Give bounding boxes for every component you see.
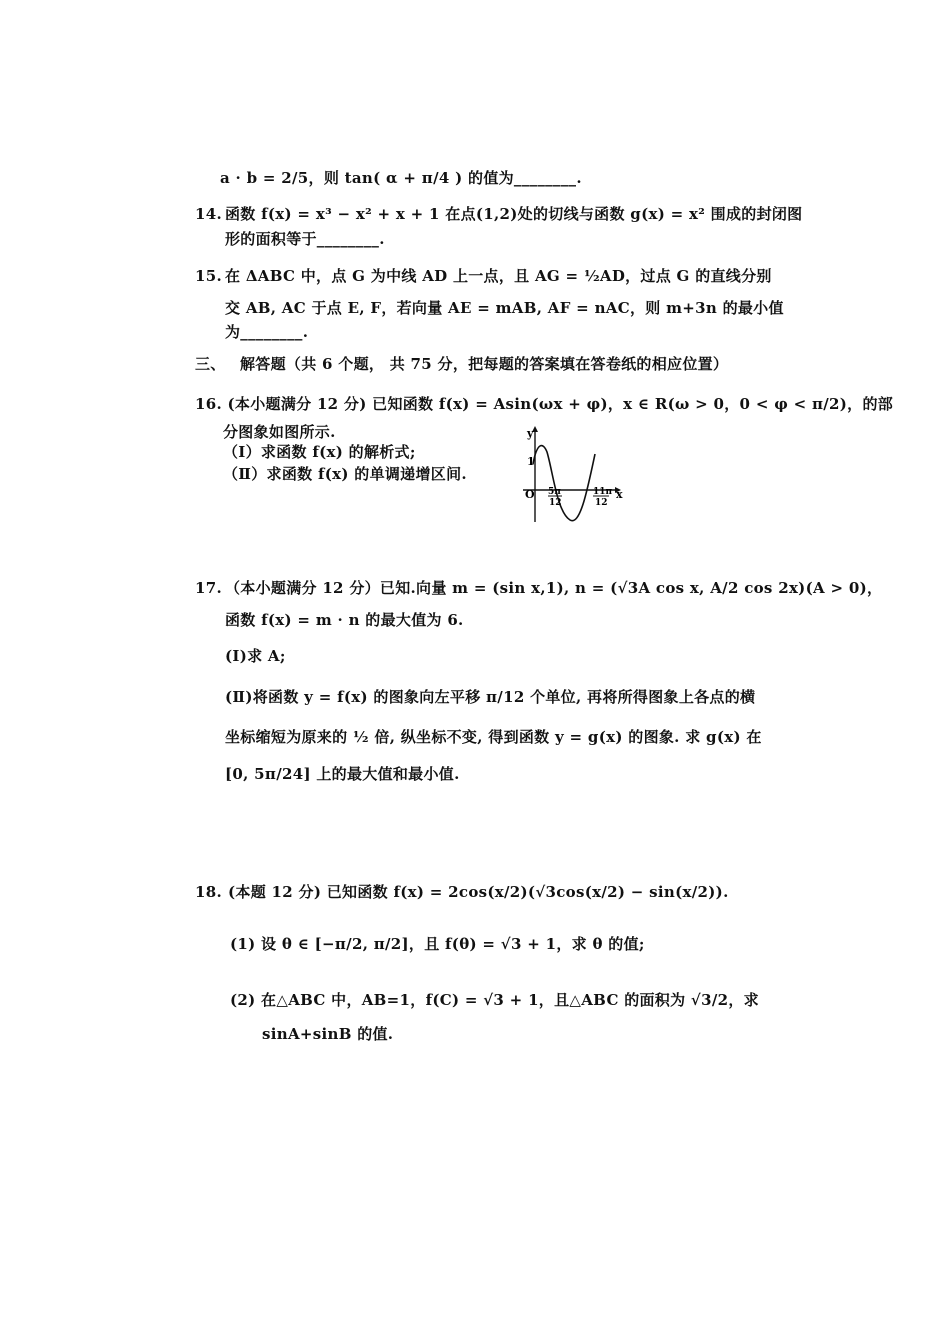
section-3-number: 三、 (195, 355, 226, 373)
q17-part-2-line-1: (Ⅱ)将函数 y = f(x) 的图象向左平移 π/12 个单位, 再将所得图象上各点的横 (225, 688, 756, 706)
q17-part-1: (Ⅰ)求 A; (225, 647, 286, 665)
q16-text-line-1: 16. (本小题满分 12 分) 已知函数 f(x) = Asin(ωx + φ)，x ∈ R(ω > 0，0 < φ < π/2)，的部 (195, 395, 894, 413)
graph-x-label: x (616, 488, 623, 501)
section-3-title: 解答题（共 6 个题， 共 75 分，把每题的答案填在答卷纸的相应位置） (240, 355, 729, 373)
graph-sine-curve (533, 446, 595, 521)
q18-part-2-tail: sinA+sinB 的值. (262, 1025, 394, 1043)
q16-part-1: （Ⅰ）求函数 f(x) 的解析式; (223, 443, 416, 461)
graph-tick2-num: 11π (593, 487, 613, 497)
q14-text-line-2: 形的面积等于________. (225, 230, 385, 248)
q16-part-2: （Ⅱ）求函数 f(x) 的单调递增区间. (223, 465, 467, 483)
q15-text-line-2: 交 AB, AC 于点 E, F，若向量 AE = mAB, AF = nAC，则 m+3n 的最小值 (225, 299, 784, 317)
q17-number: 17. (195, 579, 222, 597)
q16-text-line-2: 分图象如图所示. (223, 423, 336, 441)
q18-part-2: (2) 在△ABC 中，AB=1，f(C) = √3 + 1，且△ABC 的面积为 √3/2，求 (230, 991, 759, 1009)
q18-text-line-1: (本题 12 分) 已知函数 f(x) = 2cos(x/2)(√3cos(x/2) − sin(x/2)). (228, 883, 729, 901)
q15-text-line-1: 在 ΔABC 中，点 G 为中线 AD 上一点，且 AG = ½AD，过点 G 的直线分别 (225, 267, 772, 285)
graph-tick2-den: 12 (595, 498, 608, 508)
graph-tick1-num: 5π (548, 487, 561, 497)
q15-number: 15. (195, 267, 222, 285)
q16-sine-graph (515, 422, 635, 532)
q17-part-2-line-2: 坐标缩短为原来的 ½ 倍, 纵坐标不变, 得到函数 y = g(x) 的图象. 求 g(x) 在 (225, 728, 762, 746)
q14-text-line-1: 函数 f(x) = x³ − x² + x + 1 在点(1,2)处的切线与函数 g(x) = x² 围成的封闭图 (225, 205, 803, 223)
q14-number: 14. (195, 205, 222, 223)
graph-origin-label: O (525, 488, 535, 501)
q17-text-line-1: （本小题满分 12 分）已知.向量 m = (sin x,1), n = (√3A cos x, A/2 cos 2x)(A > 0)， (225, 579, 883, 597)
graph-y-label: y (527, 427, 534, 440)
q17-text-line-2: 函数 f(x) = m · n 的最大值为 6. (225, 611, 464, 629)
q18-number: 18. (195, 883, 222, 901)
q18-part-1: (1) 设 θ ∈ [−π/2, π/2]，且 f(θ) = √3 + 1，求 θ 的值; (230, 935, 645, 953)
q15-text-line-3: 为________. (225, 323, 309, 341)
graph-one-label: 1 (527, 455, 535, 468)
q17-part-2-line-3: [0, 5π/24] 上的最大值和最小值. (225, 765, 460, 783)
graph-tick1-den: 12 (549, 498, 562, 508)
q13-tail-line: a · b = 2/5，则 tan( α + π/4 ) 的值为________. (220, 169, 582, 187)
